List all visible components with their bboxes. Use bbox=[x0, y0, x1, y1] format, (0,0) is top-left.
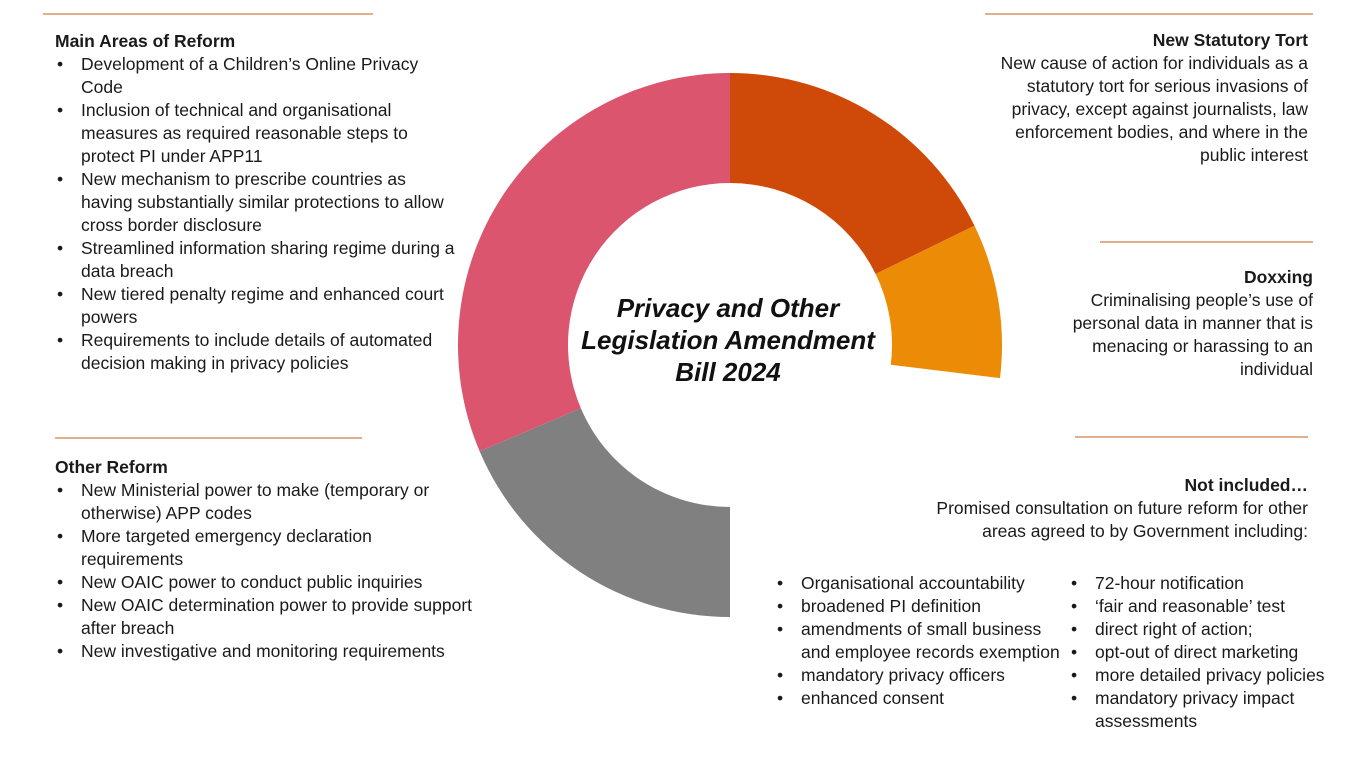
list-item: • mandatory privacy officers bbox=[775, 664, 1065, 687]
list-item: • enhanced consent bbox=[775, 687, 1065, 710]
list-item: • more detailed privacy policies bbox=[1069, 664, 1359, 687]
divider-top-right bbox=[985, 13, 1313, 15]
list-item: • Organisational accountability bbox=[775, 572, 1065, 595]
main-reform-list bbox=[55, 53, 455, 375]
list-item: • Requirements to include details of automated decision making in privacy policies bbox=[55, 329, 455, 375]
doxxing-body: Criminalising people’s use of personal data in manner that is menacing or harassing to an individual bbox=[1072, 290, 1313, 379]
doxxing-section bbox=[1045, 266, 1313, 381]
other-reform-heading: Other Reform bbox=[55, 457, 168, 477]
list-item: • New OAIC determination power to provide support after breach bbox=[55, 594, 475, 640]
not-included-intro: Promised consultation on future reform for other areas agreed to by Government including: bbox=[936, 498, 1308, 541]
not-included-col2 bbox=[1069, 572, 1359, 733]
list-item: • 72-hour notification bbox=[1069, 572, 1359, 595]
list-item: • New tiered penalty regime and enhanced court powers bbox=[55, 283, 455, 329]
not-included-list-1 bbox=[775, 572, 1065, 710]
doxxing-heading: Doxxing bbox=[1243, 267, 1313, 287]
list-item: • opt-out of direct marketing bbox=[1069, 641, 1359, 664]
list-item: • Development of a Children’s Online Privacy Code bbox=[55, 53, 455, 99]
list-item: • New Ministerial power to make (temporary or otherwise) APP codes bbox=[55, 479, 475, 525]
not-included-heading: Not included… bbox=[1184, 475, 1308, 495]
list-item: • More targeted emergency declaration requirements bbox=[55, 525, 475, 571]
divider-mid-left bbox=[55, 437, 362, 439]
list-item: • ‘fair and reasonable’ test bbox=[1069, 595, 1359, 618]
main-reform-section bbox=[55, 30, 455, 375]
list-item: • New investigative and monitoring requirements bbox=[55, 640, 475, 663]
list-item: • direct right of action; bbox=[1069, 618, 1359, 641]
divider-mid-right-upper bbox=[1100, 241, 1313, 243]
list-item: • Streamlined information sharing regime during a data breach bbox=[55, 237, 455, 283]
not-included-col1 bbox=[775, 572, 1065, 710]
list-item: • New OAIC power to conduct public inquiries bbox=[55, 571, 475, 594]
divider-top-left bbox=[43, 13, 373, 15]
list-item: • amendments of small business and employee records exemption bbox=[775, 618, 1065, 664]
not-included-section bbox=[890, 474, 1308, 543]
list-item: • mandatory privacy impact assessments bbox=[1069, 687, 1359, 733]
statutory-tort-section bbox=[965, 29, 1308, 167]
center-title: Privacy and Other Legislation Amendment Bill 2024 bbox=[581, 293, 875, 387]
other-reform-section bbox=[55, 456, 475, 663]
other-reform-list bbox=[55, 479, 475, 663]
statutory-tort-body: New cause of action for individuals as a statutory tort for serious invasions of privacy, except against journalists, law enforcement bodies, and where in the public interest bbox=[1000, 53, 1308, 165]
statutory-tort-heading: New Statutory Tort bbox=[1152, 30, 1308, 50]
main-reform-heading: Main Areas of Reform bbox=[55, 31, 236, 51]
list-item: • Inclusion of technical and organisational measures as required reasonable steps to protect PI under APP11 bbox=[55, 99, 455, 168]
list-item: • New mechanism to prescribe countries as having substantially similar protections to allow cross border disclosure bbox=[55, 168, 455, 237]
segment-other-reform bbox=[480, 408, 730, 617]
not-included-list-2 bbox=[1069, 572, 1359, 733]
segment-main-reform bbox=[458, 73, 730, 451]
divider-mid-right-lower bbox=[1075, 436, 1308, 438]
list-item: • broadened PI definition bbox=[775, 595, 1065, 618]
